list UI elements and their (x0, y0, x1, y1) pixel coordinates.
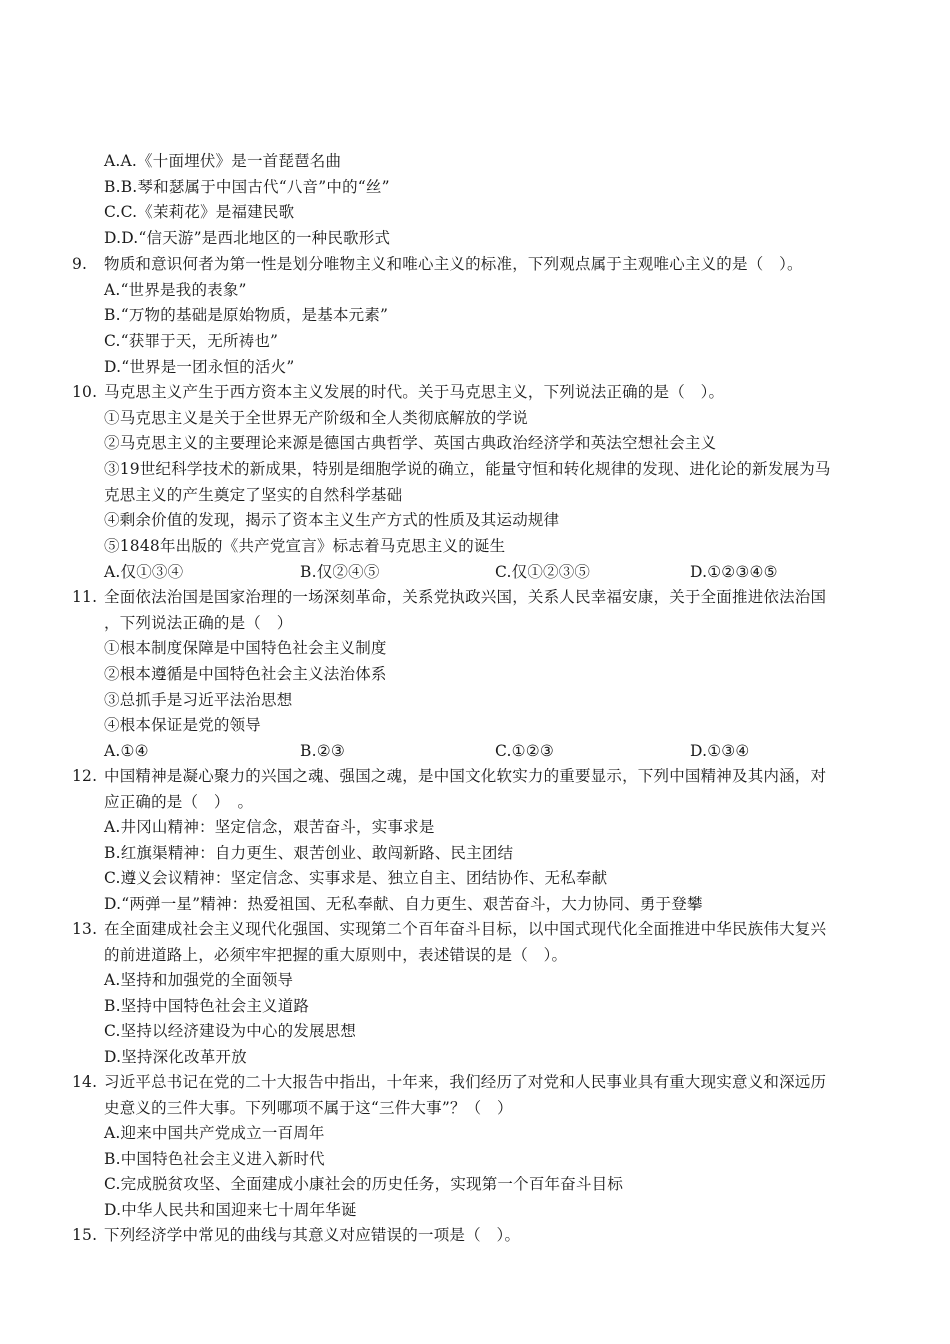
q14-option-b: B.中国特色社会主义进入新时代 (104, 1150, 325, 1168)
q14-option-a: A.迎来中国共产党成立一百周年 (104, 1124, 325, 1142)
q10-item-2: ②马克思主义的主要理论来源是德国古典哲学、英国古典政治经济学和英法空想社会主义 (104, 434, 717, 452)
q11-number: 11. (72, 588, 98, 606)
q9-option-b: B.“万物的基础是原始物质，是基本元素” (104, 306, 389, 324)
q11-stem-line2: ，下列说法正确的是（ ） (104, 614, 293, 632)
q13-stem-line2: 的前进道路上，必须牢牢把握的重大原则中，表述错误的是（ ）。 (104, 946, 568, 964)
q12-option-b: B.红旗渠精神：自力更生、艰苦创业、敢闯新路、民主团结 (104, 844, 514, 862)
q10-number: 10. (72, 383, 98, 401)
q11-item-3: ③总抓手是习近平法治思想 (104, 691, 293, 709)
q11-option-b: B.②③ (300, 742, 345, 760)
q14-option-d: D.中华人民共和国迎来七十周年华诞 (104, 1201, 357, 1219)
q10-option-a: A.仅①③④ (104, 563, 184, 581)
q11-item-2: ②根本遵循是中国特色社会主义法治体系 (104, 665, 387, 683)
q15-number: 15. (72, 1226, 98, 1244)
q11-option-a: A.①④ (104, 742, 149, 760)
q13-option-c: C.坚持以经济建设为中心的发展思想 (104, 1022, 357, 1040)
q9-number: 9. (72, 255, 88, 273)
q12-option-c: C.遵义会议精神：坚定信念、实事求是、独立自主、团结协作、无私奉献 (104, 869, 608, 887)
q9-option-d: D.“世界是一团永恒的活火” (104, 358, 295, 376)
q9-option-a: A.“世界是我的表象” (104, 281, 247, 299)
q13-option-a: A.坚持和加强党的全面领导 (104, 971, 294, 989)
q10-option-d: D.①②③④⑤ (690, 563, 778, 581)
q8-option-c: C.C.《茉莉花》是福建民歌 (104, 203, 295, 221)
q11-stem-line1: 全面依法治国是国家治理的一场深刻革命，关系党执政兴国，关系人民幸福安康，关于全面推进依法治国 (104, 588, 827, 606)
q11-option-d: D.①③④ (690, 742, 750, 760)
q14-option-c: C.完成脱贫攻坚、全面建成小康社会的历史任务，实现第一个百年奋斗目标 (104, 1175, 624, 1193)
q9-option-c: C.“获罪于天，无所祷也” (104, 332, 279, 350)
q10-option-b: B.仅②④⑤ (300, 563, 380, 581)
q9-stem: 物质和意识何者为第一性是划分唯物主义和唯心主义的标准，下列观点属于主观唯心主义的是（ ）。 (104, 255, 803, 273)
q14-stem-line1: 习近平总书记在党的二十大报告中指出，十年来，我们经历了对党和人民事业具有重大现实意义和深远历 (104, 1073, 827, 1091)
q12-option-d: D.“两弹一星”精神：热爱祖国、无私奉献、自力更生、艰苦奋斗，大力协同、勇于登攀 (104, 895, 703, 913)
q12-stem-line1: 中国精神是凝心聚力的兴国之魂、强国之魂，是中国文化软实力的重要显示，下列中国精神及其内涵，对 (104, 767, 827, 785)
q13-option-d: D.坚持深化改革开放 (104, 1048, 247, 1066)
q10-item-3: ③19世纪科学技术的新成果，特别是细胞学说的确立，能量守恒和转化规律的发现、进化论的新发展为马 (104, 460, 831, 478)
q10-item-4: ④剩余价值的发现，揭示了资本主义生产方式的性质及其运动规律 (104, 511, 560, 529)
q11-item-4: ④根本保证是党的领导 (104, 716, 262, 734)
q12-stem-line2: 应正确的是（ ） 。 (104, 793, 254, 811)
q14-stem-line2: 史意义的三件大事。下列哪项不属于这“三件大事”？（ ） (104, 1099, 513, 1117)
q13-option-b: B.坚持中国特色社会主义道路 (104, 997, 310, 1015)
q8-option-a: A.A.《十面埋伏》是一首琵琶名曲 (104, 152, 342, 170)
q10-item-1: ①马克思主义是关于全世界无产阶级和全人类彻底解放的学说 (104, 409, 528, 427)
q12-number: 12. (72, 767, 98, 785)
q10-option-c: C.仅①②③⑤ (495, 563, 591, 581)
q11-option-c: C.①②③ (495, 742, 554, 760)
q13-stem-line1: 在全面建成社会主义现代化强国、实现第二个百年奋斗目标，以中国式现代化全面推进中华民族伟大复兴 (104, 920, 827, 938)
q8-option-d: D.D.“信天游”是西北地区的一种民歌形式 (104, 229, 391, 247)
q10-item-3-cont: 克思主义的产生奠定了坚实的自然科学基础 (104, 486, 403, 504)
q13-number: 13. (72, 920, 98, 938)
q11-item-1: ①根本制度保障是中国特色社会主义制度 (104, 639, 387, 657)
q12-option-a: A.井冈山精神：坚定信念，艰苦奋斗，实事求是 (104, 818, 435, 836)
q15-stem: 下列经济学中常见的曲线与其意义对应错误的一项是（ ）。 (104, 1226, 521, 1244)
q10-stem: 马克思主义产生于西方资本主义发展的时代。关于马克思主义，下列说法正确的是（ ）。 (104, 383, 725, 401)
q8-option-b: B.B.琴和瑟属于中国古代“八音”中的“丝” (104, 178, 390, 196)
q14-number: 14. (72, 1073, 98, 1091)
q10-item-5: ⑤1848年出版的《共产党宣言》标志着马克思主义的诞生 (104, 537, 506, 555)
